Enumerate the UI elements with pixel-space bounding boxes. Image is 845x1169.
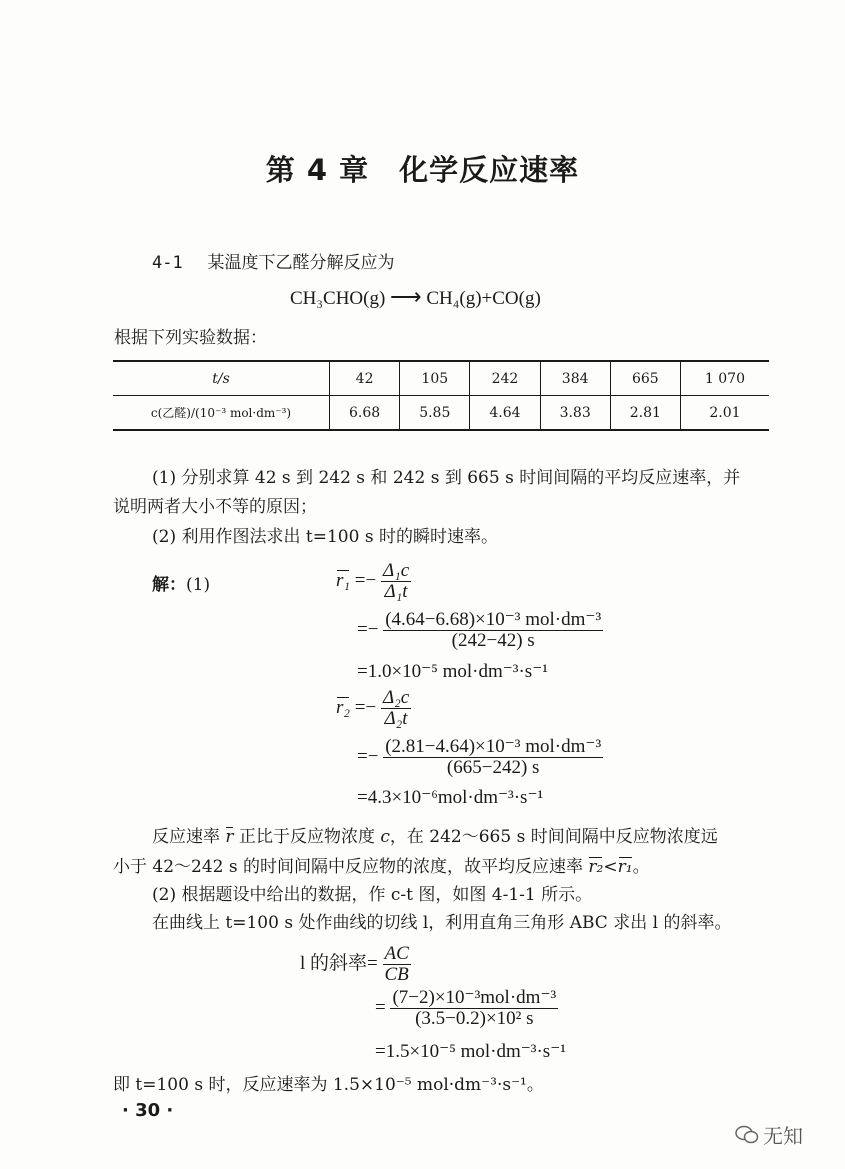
conclusion: 即 t=100 s 时，反应速率为 1.5×10⁻⁵ mol·dm⁻³·s⁻¹。: [113, 1075, 544, 1095]
text: ，在 242～665 s 时间间隔中反应物浓度远: [389, 827, 718, 847]
question-1-line-2: 说明两者大小不等的原因；: [113, 497, 317, 517]
delta1-fraction: [381, 561, 411, 602]
fraction-denominator: Δ₁t: [384, 581, 408, 602]
explanation-line-2: [113, 852, 650, 877]
wechat-icon: [735, 1125, 759, 1150]
r1-definition: [336, 561, 411, 602]
fraction-numerator: Δ₂c: [382, 687, 410, 708]
problem-statement: [152, 248, 395, 273]
fraction-denominator: CB: [384, 964, 409, 985]
watermark-text: 无知: [763, 1124, 803, 1148]
chapter-number: 第 4 章: [265, 153, 370, 187]
eq-prefix: =−: [357, 745, 379, 767]
table-cell: 2.81: [610, 396, 680, 431]
solution-title: 解：: [152, 575, 186, 595]
data-table: [113, 360, 769, 431]
eq-prefix: =−: [357, 618, 379, 640]
fraction-numerator: (2.81−4.64)×10⁻³ mol·dm⁻³: [385, 736, 602, 757]
part-2: (2) 根据题设中给出的数据，作 c-t 图，如图 4-1-1 所示。: [152, 885, 593, 905]
table-cell: 5.85: [400, 396, 470, 431]
table-cell: 105: [400, 361, 470, 396]
reactant: CH₃CHO(g): [290, 288, 386, 309]
calc2-fraction: [383, 737, 603, 778]
fraction-denominator: Δ₂t: [384, 708, 408, 729]
page-number: · 30 ·: [122, 1100, 174, 1121]
problem-text: 某温度下乙醛分解反应为: [207, 253, 395, 273]
slope-fraction: [383, 944, 411, 985]
solution-label: [152, 570, 210, 595]
reaction-arrow: ⟶: [390, 284, 422, 309]
fraction-denominator: (242−42) s: [451, 630, 535, 651]
r2-symbol: r₂: [336, 696, 350, 718]
table-cell: 3.83: [540, 396, 610, 431]
calc2: [357, 737, 603, 778]
r2-symbol: r₂: [588, 857, 604, 877]
fraction-numerator: Δ₁c: [382, 560, 410, 581]
table-cell: 384: [540, 361, 610, 396]
eq-prefix: =−: [354, 569, 377, 591]
calc3: [375, 988, 558, 1029]
delta2-fraction: [381, 688, 411, 729]
chapter-title: [0, 148, 845, 189]
part-1-label: (1): [186, 575, 211, 595]
result-1: =1.0×10⁻⁵ mol·dm⁻³·s⁻¹: [357, 661, 548, 682]
tangent-line-text: 在曲线上 t=100 s 处作曲线的切线 l，利用直角三角形 ABC 求出 l 的斜率。: [152, 913, 732, 933]
eq-sign: =: [367, 952, 378, 974]
fraction-denominator: (665−242) s: [446, 757, 540, 778]
question-2: (2) 利用作图法求出 t=100 s 时的瞬时速率。: [152, 527, 498, 547]
r-symbol: r: [225, 827, 234, 847]
r1-symbol: r₁: [336, 569, 350, 591]
table-cell: 42: [330, 361, 400, 396]
text: 反应速率: [152, 827, 226, 847]
less-than: <: [603, 857, 618, 877]
table-cell: 242: [470, 361, 540, 396]
products: CH₄(g)+CO(g): [426, 288, 541, 309]
fraction-denominator: (3.5−0.2)×10² s: [415, 1008, 534, 1029]
r1-symbol: r₁: [617, 857, 633, 877]
table-cell: 1 070: [680, 361, 769, 396]
row-label-time: t/s: [113, 361, 330, 396]
c-symbol: c: [380, 827, 390, 847]
table-cell: 2.01: [680, 396, 769, 431]
eq-sign: =: [375, 996, 386, 1018]
data-intro: 根据下列实验数据：: [114, 328, 267, 348]
table-cell: 4.64: [470, 396, 540, 431]
problem-id: 4-1: [152, 253, 183, 273]
question-1-line-1: (1) 分别求算 42 s 到 242 s 和 242 s 到 665 s 时间间隔的平均反应速率，并: [152, 468, 741, 488]
fraction-numerator: (7−2)×10⁻³mol·dm⁻³: [392, 987, 557, 1008]
calc1-fraction: [383, 610, 603, 651]
slope-definition: [300, 944, 411, 985]
calc3-fraction: [390, 988, 558, 1029]
row-label-conc: c(乙醛)/(10⁻³ mol·dm⁻³): [150, 406, 292, 420]
text: 小于 42～242 s 的时间间隔中反应物的浓度，故平均反应速率: [113, 857, 589, 877]
text: 正比于反应物浓度: [233, 827, 381, 847]
watermark: [735, 1120, 803, 1150]
table-row-conc: [113, 396, 769, 431]
calc1: [357, 610, 603, 651]
text: 。: [632, 857, 650, 877]
slope-label: l 的斜率: [300, 952, 368, 974]
result-2: =4.3×10⁻⁶mol·dm⁻³·s⁻¹: [357, 787, 544, 808]
table-cell: 665: [610, 361, 680, 396]
reaction-equation: [290, 284, 541, 310]
table-row-time: [113, 361, 769, 396]
r2-definition: [336, 688, 411, 729]
result-3: =1.5×10⁻⁵ mol·dm⁻³·s⁻¹: [375, 1041, 566, 1062]
table-cell: 6.68: [330, 396, 400, 431]
eq-prefix: =−: [354, 696, 377, 718]
fraction-numerator: (4.64−6.68)×10⁻³ mol·dm⁻³: [385, 609, 602, 630]
fraction-numerator: AC: [384, 943, 409, 964]
explanation-line-1: [152, 822, 718, 847]
chapter-name: 化学反应速率: [399, 153, 580, 187]
